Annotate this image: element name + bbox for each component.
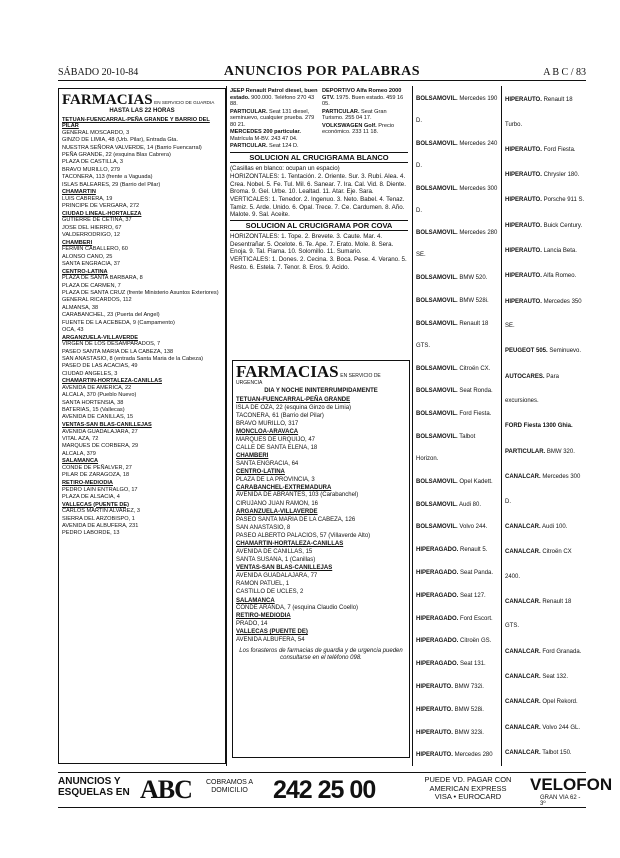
pharmacy-entry: PRINCIPE DE VERGARA, 272 (62, 203, 140, 210)
pharmacy-entry: PLAZA DE ALSACIA, 4 (62, 493, 120, 500)
pharmacy-entry: SANTA ENGRACIA, 64 (236, 460, 299, 467)
pharmacy-entry: BRAVO MURILLO, 279 (62, 166, 121, 173)
classified-ad-keyword: HIPERAGADO. (416, 569, 459, 576)
pharmacy-entry: PRADO, 14 (236, 620, 268, 627)
district-name: SALAMANCA (62, 458, 99, 465)
pharmacy-entry: GINZO DE LIMIA, 48 (Urb. Pilar), Entrada Gta. (62, 137, 178, 144)
pharmacy-entry: AVENIDA DE CANILLAS, 15 (62, 414, 134, 421)
classified-ad (505, 290, 586, 339)
classified-ad (505, 138, 586, 163)
classified-ad-text: 900.000. Teléfono 270 43 88. (230, 94, 315, 108)
classified-ad (416, 290, 498, 312)
crucigrama-blanco-horizontales: HORIZONTALES: 1. Tentación. 2. Oriente. Sur. 3. Rubí. Alea. 4. Crea. Nobel. 5. Fe. Tul. Mil. 6. Sanear. 7. Ira. Cal. Vid. 8. Diente. Broma. 9. Gel. Urbe. 10. Lealtad. 11. Atar. Eje. Sara. (230, 173, 406, 196)
crucigramas (230, 150, 408, 355)
classified-ad-keyword: HIPERAUTO. (505, 172, 542, 179)
classified-ad-keyword: CANALCAR. (505, 749, 541, 756)
classified-ad-keyword: BOLSAMOVIL. (416, 388, 458, 395)
classified-ad-text: Mercedes 280 SE. (416, 230, 498, 259)
classified-ad-keyword: HIPERAUTO. (505, 298, 542, 305)
pharmacy-entry: ISLA DE OZA, 22 (esquina Ginzo de Limia) (236, 404, 352, 411)
classified-ad (416, 313, 498, 357)
classified-ad-text: 1975. Buen estado. 459 16 05. (322, 94, 404, 108)
classified-ad-text: Ford Escort. (458, 615, 493, 622)
classified-ad (416, 88, 498, 132)
section-title: ANUNCIOS POR PALABRAS (223, 64, 421, 79)
classified-ad (322, 109, 408, 122)
classified-ad-keyword: HIPERAUTO. (505, 273, 542, 280)
classified-ad-text: Seat 132. (540, 674, 569, 681)
pharmacy-entry: MARQUES DE CORBERA, 29 (62, 443, 139, 450)
classified-ad-keyword: JEEP Renault Patrol diesel, buen estado. (230, 88, 318, 101)
classified-ad (505, 465, 586, 514)
classified-ad-keyword: HIPERAUTO. (505, 247, 542, 254)
pharmacy-entry: ALONSO CANO, 25 (62, 253, 113, 260)
classified-ad-text: Audi 80. (457, 501, 482, 508)
pharmacy-entry: PLAZA DE CASTILLA, 3 (62, 159, 123, 166)
classified-ad-text: Volvo 244 GL. (540, 724, 581, 731)
classified-ad-text: Buick Century. (541, 222, 583, 229)
pharmacy-entry: FUENTE DE LA ACEBEDA, 9 (Campamento) (62, 319, 175, 326)
col2-ads (230, 88, 318, 148)
classified-ad (505, 239, 586, 264)
classified-ad-text: Renault 18 GTS. (416, 320, 489, 349)
pharmacy-entry: ALCALA, 370 (Pueblo Nuevo) (62, 392, 137, 399)
col4-ads (416, 88, 498, 760)
classified-ad-text: Renault 18 Turbo. (505, 97, 573, 128)
classified-ad-text: BMW 320. (545, 448, 575, 455)
classified-ad-text: Precio económico. 233 11 18. (322, 122, 395, 136)
pharmacy-entry: PLAZA DE CARMEN, 7 (62, 282, 121, 289)
classified-ad-text: Seat 124 D. (269, 143, 299, 148)
classified-ad-keyword: BOLSAMOVIL. (416, 275, 458, 282)
classified-ad (505, 515, 586, 540)
classified-ad (416, 539, 498, 561)
classified-ad-keyword: CANALCAR. (505, 724, 541, 731)
classified-ad (505, 540, 586, 589)
pharmacy-entry: PASEO DE LAS ACACIAS, 49 (62, 363, 138, 370)
farmacias-urgencia-heading (236, 364, 406, 388)
classified-ad-keyword: BOLSAMOVIL. (416, 140, 458, 147)
crucigrama-cova-title: SOLUCION AL CRUCIGRAMA POR COVA (230, 220, 408, 231)
classified-ad-keyword: HIPERAUTO. (505, 146, 542, 153)
classified-ad (416, 380, 498, 402)
classified-ad-text: Mercedes 240 D. (416, 140, 498, 169)
classified-ad-keyword: HIPERAUTO. (416, 752, 453, 759)
abc-logo: ABC (140, 775, 192, 804)
pharmacy-entry: PLAZA DE SANTA CRUZ (frente Ministerio Asuntos Exteriores) (62, 290, 219, 296)
classified-ad-text: Opel Rekord. (540, 699, 578, 706)
classified-ad (416, 585, 498, 607)
classified-ad (416, 471, 498, 493)
classified-ad-keyword: HIPERAGADO. (416, 592, 459, 599)
column-divider (412, 86, 413, 766)
classified-ad-text: Talbot 150. (540, 749, 572, 756)
district-name: CHAMARTIN (62, 189, 96, 196)
district-name: TETUAN-FUENCARRAL-PEÑA GRANDE (236, 397, 351, 404)
classified-ad-keyword: HIPERAUTO. (505, 97, 542, 103)
classified-ad (505, 741, 586, 760)
classified-ad-keyword: CANALCAR. (505, 549, 541, 556)
farmacias-urgencia-hours: DIA Y NOCHE ININTERRUMPIDAMENTE (264, 387, 378, 394)
pharmacy-entry: CALLE DE SANTA ELENA, 18 (236, 445, 318, 452)
classified-ad (505, 440, 586, 465)
classified-ad (322, 123, 408, 136)
classified-ad-keyword: HIPERAGADO. (416, 661, 459, 668)
classified-ad-text: Seat 131 diesel, seminuevo, cualquier prueba. 279 80 21. (230, 108, 315, 128)
classified-ad-text: Mercedes 280 (454, 752, 493, 759)
district-name: VALLECAS (PUENTE DE) (236, 629, 308, 636)
pharmacy-entry: PEDRO LABORDE, 13 (62, 530, 120, 537)
farmacias-urgencia-list (236, 397, 406, 644)
classified-ad (230, 129, 318, 142)
footer-payment (413, 776, 523, 802)
classified-ad-keyword: CANALCAR. (505, 523, 541, 530)
classified-ad-text: Seminuevo. (547, 348, 582, 355)
classified-ad-text: Ford Fiesta. (541, 146, 576, 153)
pharmacy-entry: PILAR DE ZARAGOZA, 18 (62, 472, 130, 479)
classified-ad (505, 365, 586, 414)
page-number: A B C / 83 (543, 67, 586, 78)
pharmacy-entry: ISLAS BALEARES, 29 (Barrio del Pilar) (62, 181, 161, 188)
classified-ad-keyword: CANALCAR. (505, 699, 541, 706)
pharmacy-entry: TACONERA, 61 (Barrio del Pilar) (236, 412, 324, 419)
pharmacy-entry: PLAZA DE SANTA BARBARA, 8 (62, 275, 143, 282)
pharmacy-entry: CONDE DE PEÑALVER, 27 (62, 465, 132, 471)
classified-ad-text: Seat 131. (458, 661, 486, 668)
pharmacy-entry: OCA, 43 (62, 326, 84, 333)
classified-ad-text: Alfa Romeo. (541, 273, 577, 280)
classified-ad-text: BMW 528i. (457, 297, 489, 304)
classified-ad-text: Opel Kadett. (457, 478, 493, 485)
footer-cobramos-line1: COBRAMOS A (206, 779, 254, 786)
classified-ad (416, 133, 498, 177)
classified-ad-text: Mercedes 350 SE. (505, 298, 582, 330)
pharmacy-entry: GUTIERRE DE CETINA, 37 (62, 217, 132, 224)
classified-ad (505, 640, 586, 665)
pharmacy-entry: PEDRO LAIN ENTRALGO, 17 (62, 486, 138, 493)
classified-ad (505, 665, 586, 690)
classified-ad (416, 403, 498, 425)
classified-ad (416, 426, 498, 470)
pharmacy-entry: ALMANSA, 38 (62, 304, 99, 311)
classified-ad-keyword: BOLSAMOVIL. (416, 411, 458, 418)
classified-ad-text: BMW 732i. (452, 683, 484, 690)
classified-ad (416, 744, 498, 760)
classified-ad (322, 88, 408, 108)
column-divider (226, 86, 227, 766)
farmacias-guardia-hours: HASTA LAS 22 HORAS (109, 108, 175, 114)
district-name: VALLECAS (PUENTE DE) (62, 501, 130, 508)
district-name: CENTRO-LATINA (236, 469, 285, 476)
classified-ad-keyword: BOLSAMOVIL. (416, 320, 458, 327)
classified-ad (416, 358, 498, 380)
pharmacy-entry: CIUDAD ANGELES, 3 (62, 370, 118, 377)
classified-ad (230, 109, 318, 129)
classified-ad-keyword: MERCEDES 200 particular. (230, 129, 301, 136)
district-name: SALAMANCA (236, 597, 275, 604)
pharmacy-entry: PASEO ALBERTO PALACIOS, 57 (Villaverde Alto) (236, 532, 371, 539)
pharmacy-entry: TACONERA, 113 (frente a Vaguada) (62, 174, 153, 181)
col3-ads (322, 88, 408, 148)
classified-ad-keyword: PARTICULAR. (505, 448, 546, 455)
district-name: RETIRO-MEDIODIA (62, 479, 113, 486)
classified-ad-keyword: CANALCAR. (505, 648, 541, 655)
classified-ad-text: Renault 18 GTS. (505, 598, 572, 630)
pharmacy-entry: SIERRA DEL ARZOBISPO, 1 (62, 515, 135, 522)
classified-ad-text: Citroën CX. (457, 365, 491, 372)
classified-ad-keyword: HIPERAGADO. (416, 615, 459, 622)
column-divider (501, 86, 502, 766)
classified-ad-text: Ford Granada. (540, 648, 582, 655)
classified-ad-text: Para excursiones. (505, 373, 559, 405)
pharmacy-entry: JOSE DEL HIERRO, 67 (62, 224, 122, 231)
classified-ad-keyword: HIPERAUTO. (505, 197, 542, 204)
col5-ads (505, 88, 586, 760)
footer-pay-line1: PUEDE VD. PAGAR CON (424, 775, 512, 784)
header-rule (58, 80, 586, 81)
pharmacy-entry: AVENIDA GUADALAJARA, 77 (236, 572, 318, 579)
district-name: CHAMARTIN-HORTALEZA-CANILLAS (62, 378, 162, 385)
pharmacy-entry: ALCALA, 379 (62, 450, 96, 457)
district-name: CHAMARTIN-HORTALEZA-CANILLAS (236, 541, 344, 548)
pharmacy-entry: SAN ANASTASIO, 8 (236, 524, 291, 531)
footer-cobramos (206, 779, 253, 795)
classified-ad-keyword: PARTICULAR. (230, 143, 268, 148)
farmacias-guardia-subtitle: EN SERVICIO DE GUARDIA (154, 100, 215, 105)
classified-ad-keyword: BOLSAMOVIL. (416, 297, 458, 304)
classified-ad (416, 608, 498, 630)
farmacias-urgencia-closing: Los forasteros de farmacias de guardia y de urgencia pueden consultarse en el teléfono 098. (239, 647, 403, 662)
pharmacy-entry: RAMON PATUEL, 1 (236, 580, 290, 587)
farmacias-guardia-heading (62, 92, 222, 108)
classified-ad (505, 590, 586, 639)
classified-ad (416, 222, 498, 266)
crucigrama-blanco-note: (Casillas en blanco: ocupan un espacio) (230, 165, 340, 172)
classified-ad-text: BMW 323i. (452, 729, 484, 736)
classified-ad (505, 214, 586, 239)
pharmacy-entry: MARQUES DE URQUIJO, 47 (236, 436, 316, 443)
footer-advert (58, 772, 613, 808)
pharmacy-entry: AVENIDA DE CANILLAS, 15 (236, 548, 313, 555)
footer-cobramos-line2: DOMICILIO (211, 787, 248, 794)
pharmacy-entry: SANTA HORTENSIA, 38 (62, 399, 124, 406)
classified-ad-keyword: BOLSAMOVIL. (416, 96, 458, 102)
footer-anuncios: ANUNCIOS Y (58, 776, 121, 787)
pharmacy-entry: VITAL AZA, 72 (62, 436, 99, 443)
classified-ad (416, 676, 498, 698)
classified-ad (505, 339, 586, 364)
classified-ad-keyword: AUTOCARES. (505, 373, 545, 380)
crucigrama-blanco-verticales: VERTICALES: 1. Tenedor. 2. Ingenuo. 3. Neto. Babel. 4. Tenaz. Tamiz. 5. Arde. Unido. 6. Opal. Trece. 7. Ce. Cardumen. 8. Año. Malote. 9. Sal. Aceite. (230, 196, 405, 219)
pharmacy-entry: CARLOS MARTIN ALVAREZ, 3 (62, 508, 141, 515)
classified-ad-keyword: BOLSAMOVIL. (416, 433, 458, 440)
classified-ad-keyword: BOLSAMOVIL. (416, 501, 458, 508)
classified-ad-text: Matrícula M-BV. 243 47 04. (230, 135, 298, 142)
district-name: CENTRO-LATINA (62, 268, 108, 275)
classified-ad (416, 562, 498, 584)
footer-anuncios-label (58, 776, 130, 798)
classified-ad-keyword: BOLSAMOVIL. (416, 478, 458, 485)
pharmacy-entry: GENERAL RICARDOS, 112 (62, 297, 132, 304)
classified-ad (230, 143, 318, 148)
classified-ad-text: Mercedes 190 D. (416, 96, 498, 124)
classified-ad-keyword: PARTICULAR. (230, 108, 268, 115)
pharmacy-entry: GENERAL MOSCARDO, 3 (62, 129, 130, 136)
classified-ad-keyword: HIPERAUTO. (505, 222, 542, 229)
classified-ad-keyword: PEUGEOT 505. (505, 348, 548, 355)
crucigrama-blanco-title: SOLUCION AL CRUCIGRAMA BLANCO (230, 152, 408, 163)
classified-ad-keyword: BOLSAMOVIL. (416, 524, 458, 531)
farmacias-urgencia-title: FARMACIAS (236, 362, 339, 381)
farmacias-guardia-box (58, 88, 226, 764)
classified-ad-text: BMW 520. (457, 275, 488, 282)
pharmacy-entry: AVENIDA DE AMERICA, 22 (62, 384, 132, 391)
classified-ad-text: Mercedes 300 D. (416, 185, 498, 214)
footer-esquelas: ESQUELAS EN (58, 787, 130, 798)
classified-ad (505, 716, 586, 741)
classified-ad-keyword: HIPERAGADO. (416, 638, 459, 645)
farmacias-urgencia-subtitle: EN SERVICIO DE URGENCIA (236, 373, 381, 387)
classified-ad (505, 690, 586, 715)
classified-ad (416, 722, 498, 744)
classified-ad (416, 178, 498, 222)
classified-ad (230, 88, 318, 108)
district-name: ARGANZUELA-VILLAVERDE (62, 334, 139, 341)
classified-ad-text: Seat Gran Turismo. 255 04 17. (322, 108, 387, 122)
pharmacy-entry: FERMIN CABALLERO, 60 (62, 246, 128, 253)
pharmacy-entry: PASEO SANTA MARIA DE LA CABEZA, 138 (62, 348, 174, 355)
velofon-address: GRAN VIA 62 - 3º (540, 795, 581, 807)
classified-ad-keyword: HIPERAUTO. (416, 706, 453, 713)
pharmacy-entry: VALDERRODRIGO, 12 (62, 232, 121, 239)
pharmacy-entry: SANTA ENGRACIA, 37 (62, 261, 121, 268)
classified-ad-keyword: VOLKSWAGEN Golf. (322, 122, 377, 129)
crucigrama-cova-verticales: VERTICALES: 1. Dones. 2. Cecina. 3. Boca. Pese. 4. Verano. 5. Resto. 6. Estela. 7. Tenor. 8. Eros. 9. Acido. (230, 256, 407, 271)
pharmacy-entry: PEÑA GRANDE, 22 (esquina Blas Cabrera) (62, 151, 171, 158)
classified-ad-text: Chrysler 180. (541, 172, 580, 179)
district-name: VENTAS-SAN BLAS-CANILLEJAS (236, 565, 333, 572)
district-name: CIUDAD LINEAL-HORTALEZA (62, 210, 142, 217)
district-name: CHAMBERI (236, 453, 269, 460)
district-name: MONCLOA-ARAVACA (236, 429, 299, 436)
classified-ad (505, 163, 586, 188)
classified-ad (416, 630, 498, 652)
classified-ad (416, 516, 498, 538)
pharmacy-entry: BRAVO MURILLO, 317 (236, 421, 299, 428)
pharmacy-entry: SANTA SUSANA, 1 (Canillas) (236, 556, 316, 563)
district-name: RETIRO-MEDIODIA (236, 613, 291, 620)
classified-ad-text: Citroën CX 2400. (505, 549, 572, 580)
district-name: CARABANCHEL-EXTREMADURA (236, 485, 332, 492)
page-header (58, 64, 586, 80)
classified-ad-keyword: HIPERAUTO. (416, 729, 453, 736)
classified-ad-text: BMW 528i. (452, 706, 484, 713)
district-name: TETUAN-FUENCARRAL-PEÑA GRANDE Y BARRIO DEL PILAR (62, 116, 210, 130)
classified-ad (416, 267, 498, 289)
classified-ad-text: Volvo 244. (457, 524, 488, 531)
classified-ad-text: Seat Ronda. (457, 388, 493, 395)
classified-ad (505, 414, 586, 439)
velofon-logo: VELOFON (530, 775, 613, 794)
classified-ad-keyword: BOLSAMOVIL. (416, 230, 458, 237)
pharmacy-entry: AVENIDA DE ABRANTES, 103 (Carabanchel) (236, 492, 359, 499)
pharmacy-entry: VIRGEN DE LOS DESAMPARADOS, 7 (62, 341, 161, 348)
classified-ad-keyword: CANALCAR. (505, 474, 541, 481)
classified-ad-keyword: PARTICULAR. (322, 108, 360, 115)
classified-ad-text: Audi 100. (540, 523, 568, 530)
classified-ad-keyword: BOLSAMOVIL. (416, 365, 458, 372)
classified-ad (416, 494, 498, 516)
footer-pay-line3: VISA • EUROCARD (434, 792, 502, 801)
pharmacy-entry: AVENIDA DE ALBUFERA, 231 (62, 522, 139, 529)
classified-ad-keyword: HIPERAGADO. (416, 547, 459, 554)
pharmacy-entry: AVENIDA ALBUFERA, 54 (236, 636, 305, 643)
classified-ad-text: Citroën GS. (458, 638, 492, 645)
classified-ad (416, 653, 498, 675)
pharmacy-entry: PLAZA DE LA PROVINCIA, 3 (236, 476, 315, 483)
pharmacy-entry: NUESTRA SEÑORA VALVERDE, 14 (Barrio Fuencarral) (62, 144, 202, 151)
pharmacy-entry: PASEO SANTA MARIA DE LA CABEZA, 126 (236, 516, 356, 523)
footer-phone: 242 25 00 (273, 776, 376, 804)
classified-ad-text: Seat Panda. (458, 569, 494, 576)
classified-ad-keyword: CANALCAR. (505, 674, 541, 681)
issue-date: SÁBADO 20-10-84 (58, 67, 139, 78)
pharmacy-entry: CIRUJANO JUAN RAMON, 16 (236, 500, 319, 507)
pharmacy-entry: SAN ANASTASIO, 8 (entrada Santa Maria de la Cabeza) (62, 355, 204, 362)
classified-ad-text: Porsche 911 S. (541, 197, 585, 204)
farmacias-guardia-list (62, 117, 222, 537)
classified-ad-text: Lancia Beta. (541, 247, 577, 254)
crucigrama-cova-horizontales: HORIZONTALES: 1. Tope. 2. Brevete. 3. Caute. Mar. 4. Desentrañar. 5. Ocelote. 6. Te. Ape. 7. Erato. Mole. 8. Sera. Enoja. 9. Tal. Flama. 10. Solomillo. 11. Sumario. (230, 233, 394, 256)
pharmacy-entry: CARABANCHEL, 23 (Puerta del Angel) (62, 312, 160, 319)
classified-ad-keyword: FORD Fiesta 1300 Ghia. (505, 423, 573, 430)
classified-ad (416, 699, 498, 721)
classified-ad-keyword: BOLSAMOVIL. (416, 185, 458, 192)
classified-ad (505, 88, 586, 137)
pharmacy-entry: AVENIDA GUADALAJARA, 27 (62, 428, 138, 435)
district-name: ARGANZUELA-VILLAVERDE (236, 509, 318, 516)
district-name: CHAMBERI (62, 239, 93, 246)
pharmacy-entry: BATERIAS, 15 (Vallecas) (62, 407, 125, 414)
classified-ad-text: Mercedes 300 D. (505, 474, 581, 505)
footer-pay-line2: AMERICAN EXPRESS (429, 783, 507, 793)
farmacias-guardia-title: FARMACIAS (62, 92, 153, 108)
district-name: VENTAS-SAN BLAS-CANILLEJAS (62, 422, 152, 429)
classified-ad-text: Ford Fiesta. (457, 411, 492, 418)
farmacias-urgencia-box (232, 360, 410, 758)
pharmacy-entry: LUIS CABRERA, 19 (62, 195, 113, 202)
classified-ad-text: Renault 5. (458, 547, 488, 554)
classified-ad (505, 188, 586, 213)
pharmacy-entry: CONDE ARANDA, 7 (esquina Claudio Coello) (236, 604, 359, 611)
classified-ad-keyword: HIPERAUTO. (416, 683, 453, 690)
pharmacy-entry: CASTILLO DE UCLES, 2 (236, 589, 304, 596)
classified-ad-text: Seat 127. (458, 592, 486, 599)
classified-ad-text: Talbot Horizon. (416, 433, 476, 462)
classified-ad-keyword: DEPORTIVO Alfa Romeo 2000 GTV. (322, 88, 402, 101)
classified-ad-keyword: CANALCAR. (505, 598, 541, 605)
classified-ad (505, 264, 586, 289)
